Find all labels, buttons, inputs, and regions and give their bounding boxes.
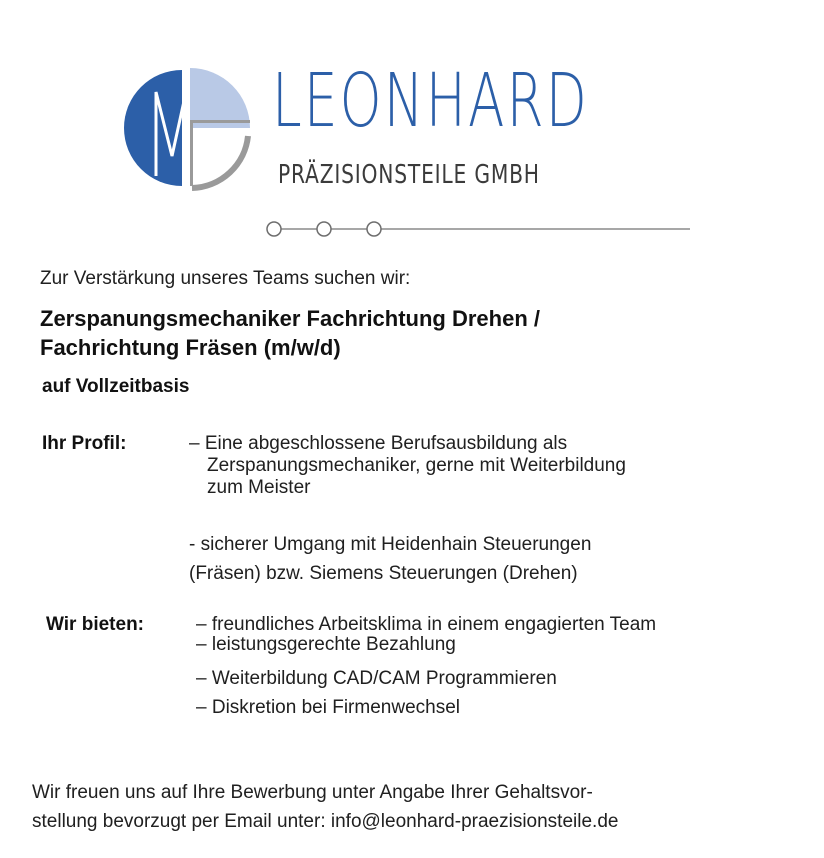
offer-item-2: – leistungsgerechte Bezahlung — [196, 634, 456, 655]
company-logo — [120, 58, 640, 198]
profile-item-2 — [189, 530, 591, 588]
profile-item-1-line1: – Eine abgeschlossene Berufsausbildung als — [189, 433, 568, 454]
profile-item-2-line2: (Fräsen) bzw. Siemens Steuerungen (Drehen) — [189, 563, 578, 584]
job-title — [40, 304, 780, 362]
closing-line1: Wir freuen uns auf Ihre Bewerbung unter Angabe Ihrer Gehaltsvor- — [32, 782, 593, 803]
profile-item-1-line3: zum Meister — [207, 477, 311, 498]
offer-item-1: – freundliches Arbeitsklima in einem engagierten Team — [196, 614, 657, 635]
job-title-line1: Zerspanungsmechaniker Fachrichtung Drehen / — [40, 306, 541, 331]
profile-item-1 — [189, 433, 626, 499]
leonhard-lm-logo-icon — [120, 58, 260, 198]
logo-company-name: LEONHARD — [272, 58, 589, 144]
offer-label: Wir bieten: — [46, 614, 144, 635]
job-subtitle: auf Vollzeitbasis — [42, 376, 190, 397]
closing-line2: stellung bevorzugt per Email unter: info@leonhard-praezisionsteile.de — [32, 811, 619, 832]
intro-text: Zur Verstärkung unseres Teams suchen wir: — [40, 268, 411, 289]
job-title-line2: Fachrichtung Fräsen (m/w/d) — [40, 335, 341, 360]
offer-item-4: – Diskretion bei Firmenwechsel — [196, 697, 460, 718]
profile-item-2-line1: - sicherer Umgang mit Heidenhain Steuerungen — [189, 534, 592, 555]
offer-item-3: – Weiterbildung CAD/CAM Programmieren — [196, 668, 557, 689]
profile-label: Ihr Profil: — [42, 433, 127, 454]
profile-item-1-line2: Zerspanungsmechaniker, gerne mit Weiterbildung — [207, 455, 626, 476]
decorative-divider — [265, 218, 690, 240]
closing-text — [32, 778, 822, 836]
logo-company-subtitle: PRÄZISIONSTEILE GMBH — [278, 160, 540, 190]
